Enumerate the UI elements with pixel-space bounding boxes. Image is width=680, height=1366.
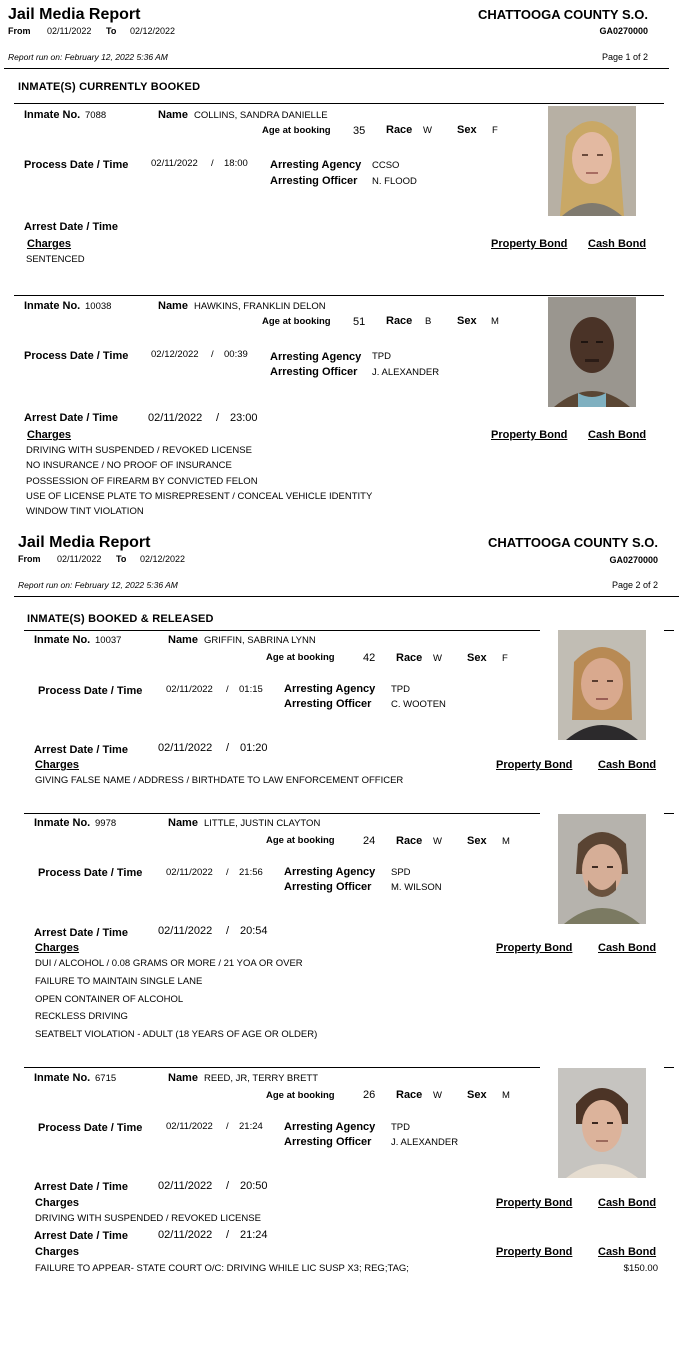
sex-label: Sex — [467, 652, 487, 664]
cash-bond-label: Cash Bond — [588, 238, 647, 250]
slash: / — [211, 349, 214, 360]
arrest-label: Arrest Date / Time — [34, 1181, 128, 1193]
inmate-sex: F — [502, 653, 508, 664]
arrest-time: 21:24 — [240, 1229, 268, 1241]
to-date: 02/12/2022 — [140, 554, 186, 564]
charges-label: Charges — [35, 759, 80, 771]
property-bond-label: Property Bond — [496, 759, 573, 771]
mugshot-photo — [548, 106, 636, 216]
charges-label: Charges — [35, 1197, 80, 1209]
charge-item: WINDOW TINT VIOLATION — [26, 506, 144, 517]
age-label: Age at booking — [262, 316, 331, 327]
charge-item: FAILURE TO APPEAR- STATE COURT O/C: DRIVING WHILE LIC SUSP X3; REG;TAG; — [35, 1263, 409, 1274]
inmate-sex: F — [492, 125, 498, 136]
charge-item: SENTENCED — [26, 254, 85, 265]
agency-label: Arresting Agency — [284, 683, 376, 695]
agency-label: Arresting Agency — [284, 1121, 376, 1133]
cash-bond-label: Cash Bond — [598, 1197, 657, 1209]
section-title: INMATE(S) CURRENTLY BOOKED — [18, 81, 201, 93]
report-run-on: Report run on: February 12, 2022 5:36 AM — [8, 52, 168, 62]
name-label: Name — [158, 109, 188, 121]
inmate-name: COLLINS, SANDRA DANIELLE — [194, 110, 328, 121]
process-label: Process Date / Time — [38, 867, 143, 879]
arresting-agency: TPD — [391, 1122, 410, 1133]
process-time: 01:15 — [239, 684, 263, 695]
from-date: 02/11/2022 — [47, 26, 92, 36]
process-time: 21:24 — [239, 1121, 263, 1132]
charge-item: GIVING FALSE NAME / ADDRESS / BIRTHDATE TO LAW ENFORCEMENT OFFICER — [35, 775, 404, 786]
inmate-race: B — [425, 316, 432, 327]
inmate-name: LITTLE, JUSTIN CLAYTON — [204, 818, 321, 829]
mugshot-photo — [558, 630, 646, 740]
arresting-officer: C. WOOTEN — [391, 699, 446, 710]
arrest-time: 01:20 — [240, 742, 268, 754]
record-divider — [24, 813, 540, 814]
property-bond-label: Property Bond — [496, 1246, 573, 1258]
arrest-date: 02/11/2022 — [158, 742, 213, 754]
slash: / — [226, 1229, 230, 1241]
charge-item: NO INSURANCE / NO PROOF OF INSURANCE — [26, 460, 232, 471]
from-label: From — [8, 26, 31, 36]
process-time: 18:00 — [224, 158, 248, 169]
inmate-sex: M — [502, 1090, 510, 1101]
name-label: Name — [168, 1072, 198, 1084]
charge-item: DRIVING WITH SUSPENDED / REVOKED LICENSE — [35, 1213, 261, 1224]
inmate-age: 35 — [353, 125, 366, 137]
cash-bond-label: Cash Bond — [598, 759, 657, 771]
inmate-sex: M — [491, 316, 499, 327]
process-date: 02/12/2022 — [151, 349, 199, 360]
arrest-label: Arrest Date / Time — [24, 412, 118, 424]
slash: / — [226, 742, 230, 754]
inmate-race: W — [433, 1090, 442, 1101]
age-label: Age at booking — [262, 125, 331, 136]
inmate-number: 10038 — [85, 301, 112, 312]
section-divider-end — [664, 630, 674, 631]
inmate-age: 24 — [363, 835, 376, 847]
inmate-race: W — [423, 125, 432, 136]
sex-label: Sex — [457, 124, 477, 136]
process-label: Process Date / Time — [24, 350, 129, 362]
process-date: 02/11/2022 — [151, 158, 198, 169]
process-date: 02/11/2022 — [166, 867, 213, 878]
process-time: 21:56 — [239, 867, 263, 878]
inmate-name: REED, JR, TERRY BRETT — [204, 1073, 319, 1084]
inmate-name: GRIFFIN, SABRINA LYNN — [204, 635, 316, 646]
agency-name: CHATTOOGA COUNTY S.O. — [488, 535, 658, 550]
charge-item: OPEN CONTAINER OF ALCOHOL — [35, 994, 184, 1005]
arresting-officer: J. ALEXANDER — [391, 1137, 459, 1148]
inmate-no-label: Inmate No. — [24, 300, 81, 312]
sex-label: Sex — [467, 1089, 487, 1101]
from-date: 02/11/2022 — [57, 554, 102, 564]
inmate-number: 6715 — [95, 1073, 117, 1084]
process-date: 02/11/2022 — [166, 1121, 213, 1132]
age-label: Age at booking — [266, 1090, 335, 1101]
mugshot-photo — [548, 297, 636, 407]
age-label: Age at booking — [266, 652, 335, 663]
from-label: From — [18, 554, 41, 564]
arrest-time: 23:00 — [230, 412, 258, 424]
property-bond-label: Property Bond — [491, 238, 568, 250]
slash: / — [226, 925, 230, 937]
inmate-no-label: Inmate No. — [34, 1072, 91, 1084]
arrest-time: 20:54 — [240, 925, 268, 937]
report-run-on: Report run on: February 12, 2022 5:36 AM — [18, 580, 178, 590]
page-number: Page 1 of 2 — [601, 52, 648, 62]
agency-label: Arresting Agency — [270, 159, 362, 171]
arresting-agency: SPD — [391, 867, 411, 878]
race-label: Race — [386, 315, 413, 327]
process-label: Process Date / Time — [38, 1122, 143, 1134]
name-label: Name — [158, 300, 188, 312]
slash: / — [226, 867, 229, 878]
agency-label: Arresting Agency — [270, 351, 362, 363]
slash: / — [226, 684, 229, 695]
arresting-agency: TPD — [391, 684, 410, 695]
officer-label: Arresting Officer — [284, 1136, 372, 1148]
agency-name: CHATTOOGA COUNTY S.O. — [478, 7, 648, 22]
property-bond-label: Property Bond — [496, 942, 573, 954]
header-divider — [4, 68, 669, 69]
arrest-label: Arrest Date / Time — [24, 221, 118, 233]
record-divider — [14, 295, 664, 296]
inmate-number: 7088 — [85, 110, 107, 121]
cash-bond-label: Cash Bond — [588, 429, 647, 441]
charge-item: POSSESSION OF FIREARM BY CONVICTED FELON — [26, 476, 258, 487]
ori-code: GA0270000 — [599, 26, 648, 36]
charges-label: Charges — [27, 238, 72, 250]
section-title: INMATE(S) BOOKED & RELEASED — [27, 613, 214, 625]
arrest-label: Arrest Date / Time — [34, 927, 128, 939]
section-divider — [14, 103, 664, 104]
inmate-name: HAWKINS, FRANKLIN DELON — [194, 301, 326, 312]
inmate-sex: M — [502, 836, 510, 847]
slash: / — [226, 1180, 230, 1192]
ori-code: GA0270000 — [609, 555, 658, 565]
race-label: Race — [396, 1089, 423, 1101]
section-divider — [24, 630, 540, 631]
report-title: Jail Media Report — [8, 6, 141, 23]
record-divider-end — [664, 1067, 674, 1068]
cash-bond-label: Cash Bond — [598, 942, 657, 954]
mugshot-photo — [558, 1068, 646, 1178]
name-label: Name — [168, 634, 198, 646]
inmate-number: 9978 — [95, 818, 117, 829]
inmate-age: 26 — [363, 1089, 376, 1101]
arresting-agency: TPD — [372, 351, 391, 362]
arrest-date: 02/11/2022 — [148, 412, 203, 424]
arresting-officer: M. WILSON — [391, 882, 442, 893]
report-title: Jail Media Report — [18, 534, 151, 551]
charge-item: RECKLESS DRIVING — [35, 1011, 128, 1022]
slash: / — [216, 412, 220, 424]
process-time: 00:39 — [224, 349, 248, 360]
record-divider-end — [664, 813, 674, 814]
charge-item: DUI / ALCOHOL / 0.08 GRAMS OR MORE / 21 YOA OR OVER — [35, 958, 303, 969]
inmate-no-label: Inmate No. — [24, 109, 81, 121]
arrest-label: Arrest Date / Time — [34, 1230, 128, 1242]
race-label: Race — [396, 652, 423, 664]
arrest-date: 02/11/2022 — [158, 1180, 213, 1192]
inmate-age: 42 — [363, 652, 376, 664]
agency-label: Arresting Agency — [284, 866, 376, 878]
charge-item: SEATBELT VIOLATION - ADULT (18 YEARS OF AGE OR OLDER) — [35, 1029, 318, 1040]
charge-item: DRIVING WITH SUSPENDED / REVOKED LICENSE — [26, 445, 252, 456]
arrest-time: 20:50 — [240, 1180, 268, 1192]
age-label: Age at booking — [266, 835, 335, 846]
charge-item: USE OF LICENSE PLATE TO MISREPRESENT / CONCEAL VEHICLE IDENTITY — [26, 491, 373, 502]
to-label: To — [106, 26, 117, 36]
inmate-race: W — [433, 653, 442, 664]
race-label: Race — [396, 835, 423, 847]
property-bond-label: Property Bond — [496, 1197, 573, 1209]
inmate-no-label: Inmate No. — [34, 634, 91, 646]
officer-label: Arresting Officer — [284, 881, 372, 893]
sex-label: Sex — [457, 315, 477, 327]
cash-bond-label: Cash Bond — [598, 1246, 657, 1258]
arrest-date: 02/11/2022 — [158, 925, 213, 937]
inmate-age: 51 — [353, 316, 366, 328]
process-label: Process Date / Time — [24, 159, 129, 171]
arresting-officer: J. ALEXANDER — [372, 367, 440, 378]
arrest-label: Arrest Date / Time — [34, 744, 128, 756]
record-divider — [24, 1067, 540, 1068]
cash-bond-amount: $150.00 — [623, 1263, 658, 1274]
mugshot-photo — [558, 814, 646, 924]
header-divider — [14, 596, 679, 597]
name-label: Name — [168, 817, 198, 829]
property-bond-label: Property Bond — [491, 429, 568, 441]
charge-item: FAILURE TO MAINTAIN SINGLE LANE — [35, 976, 203, 987]
inmate-number: 10037 — [95, 635, 122, 646]
arresting-officer: N. FLOOD — [372, 176, 417, 187]
slash: / — [211, 158, 214, 169]
officer-label: Arresting Officer — [270, 366, 358, 378]
charges-label: Charges — [35, 1246, 80, 1258]
race-label: Race — [386, 124, 413, 136]
to-label: To — [116, 554, 127, 564]
slash: / — [226, 1121, 229, 1132]
process-date: 02/11/2022 — [166, 684, 213, 695]
process-label: Process Date / Time — [38, 685, 143, 697]
arresting-agency: CCSO — [372, 160, 400, 171]
charges-label: Charges — [35, 942, 80, 954]
officer-label: Arresting Officer — [284, 698, 372, 710]
page-number: Page 2 of 2 — [611, 580, 658, 590]
inmate-race: W — [433, 836, 442, 847]
officer-label: Arresting Officer — [270, 175, 358, 187]
to-date: 02/12/2022 — [130, 26, 176, 36]
arrest-date: 02/11/2022 — [158, 1229, 213, 1241]
sex-label: Sex — [467, 835, 487, 847]
inmate-no-label: Inmate No. — [34, 817, 91, 829]
charges-label: Charges — [27, 429, 72, 441]
